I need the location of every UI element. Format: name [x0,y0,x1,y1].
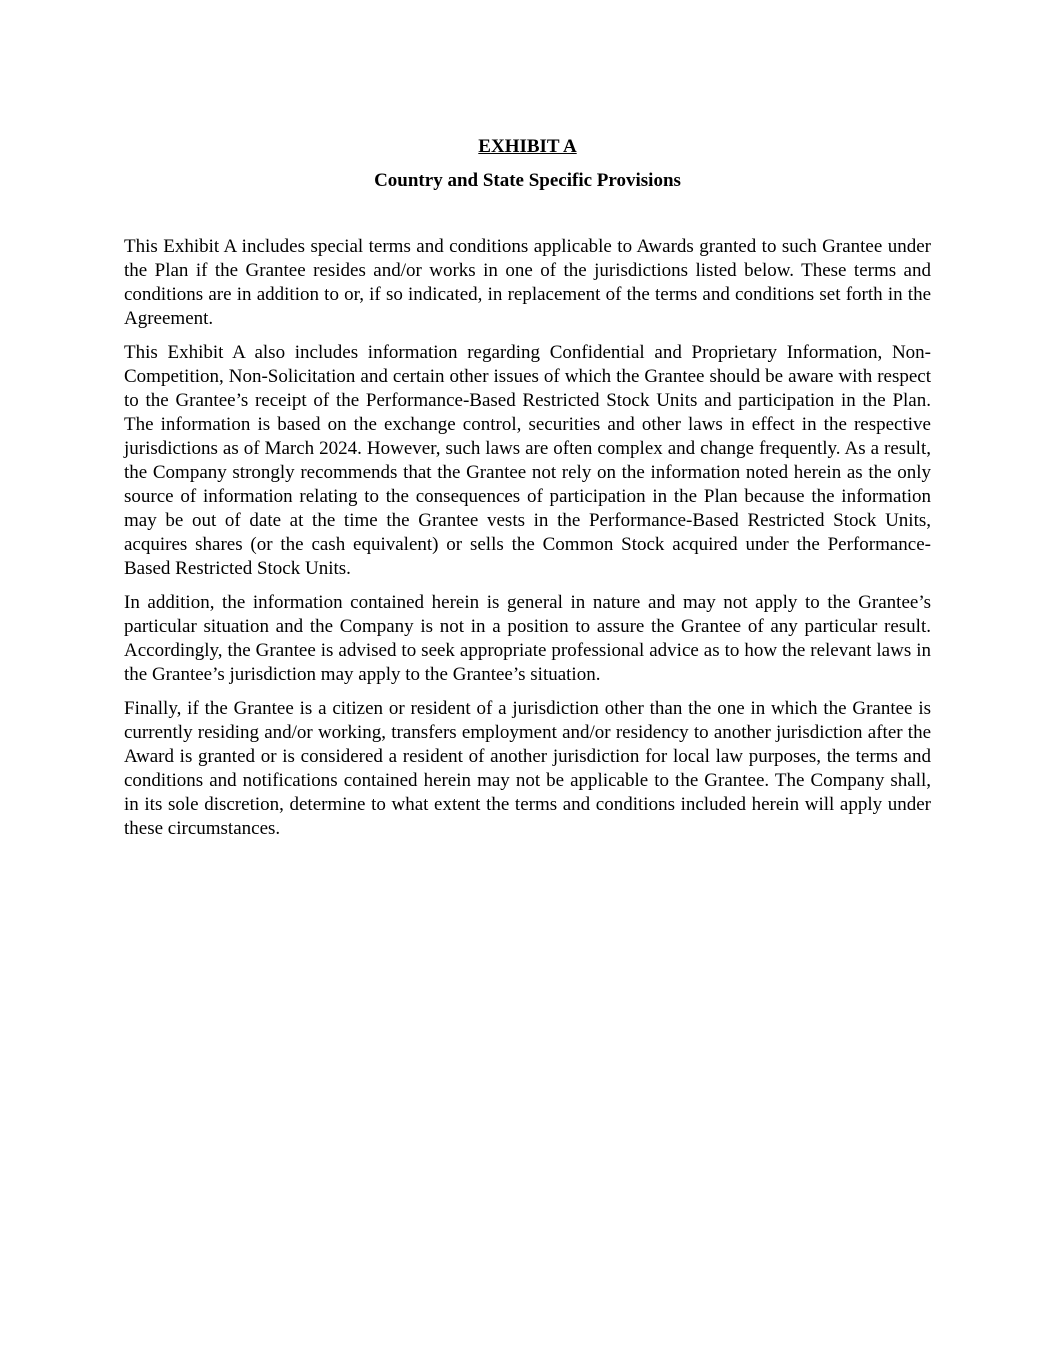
exhibit-body [124,235,931,841]
exhibit-title: EXHIBIT A [478,136,577,157]
paragraph-finally: Finally, if the Grantee is a citizen or resident of a jurisdiction other than the one in which the Grantee is currently residing and/or working, transfers employment and/or residency to another jurisdiction after the Award is granted or is considered a resident of another jurisdiction for local law purposes, the terms and conditions and notifications contained herein may not be applicable to the Grantee. The Company shall, in its sole discretion, determine to what extent the terms and conditions included herein will apply under these circumstances. [124,698,931,839]
paragraph-general-nature: In addition, the information contained herein is general in nature and may not apply to the Grantee’s particular situation and the Company is not in a position to assure the Grantee of any particular result. Accordingly, the Grantee is advised to seek appropriate professional advice as to how the relevant laws in the Grantee’s jurisdiction may apply to the Grantee’s situation. [124,592,931,685]
paragraph-intro: This Exhibit A includes special terms and conditions applicable to Awards granted to such Grantee under the Plan if the Grantee resides and/or works in one of the jurisdictions listed below. These terms and conditions are in addition to or, if so indicated, in replacement of the terms and conditions set forth in the Agreement. [124,236,931,329]
paragraph-information: This Exhibit A also includes information regarding Confidential and Proprietary Information, Non-Competition, Non-Solicitation and certain other issues of which the Grantee should be aware with respect to the Grantee’s receipt of the Performance-Based Restricted Stock Units and participation in the Plan. The information is based on the exchange control, securities and other laws in effect in the respective jurisdictions as of March 2024. However, such laws are often complex and change frequently. As a result, the Company strongly recommends that the Grantee not rely on the information noted herein as the only source of information relating to the consequences of participation in the Plan because the information may be out of date at the time the Grantee vests in the Performance-Based Restricted Stock Units, acquires shares (or the cash equivalent) or sells the Common Stock acquired under the Performance-Based Restricted Stock Units. [124,342,931,579]
exhibit-subtitle: Country and State Specific Provisions [374,170,681,191]
document-content [124,134,931,851]
